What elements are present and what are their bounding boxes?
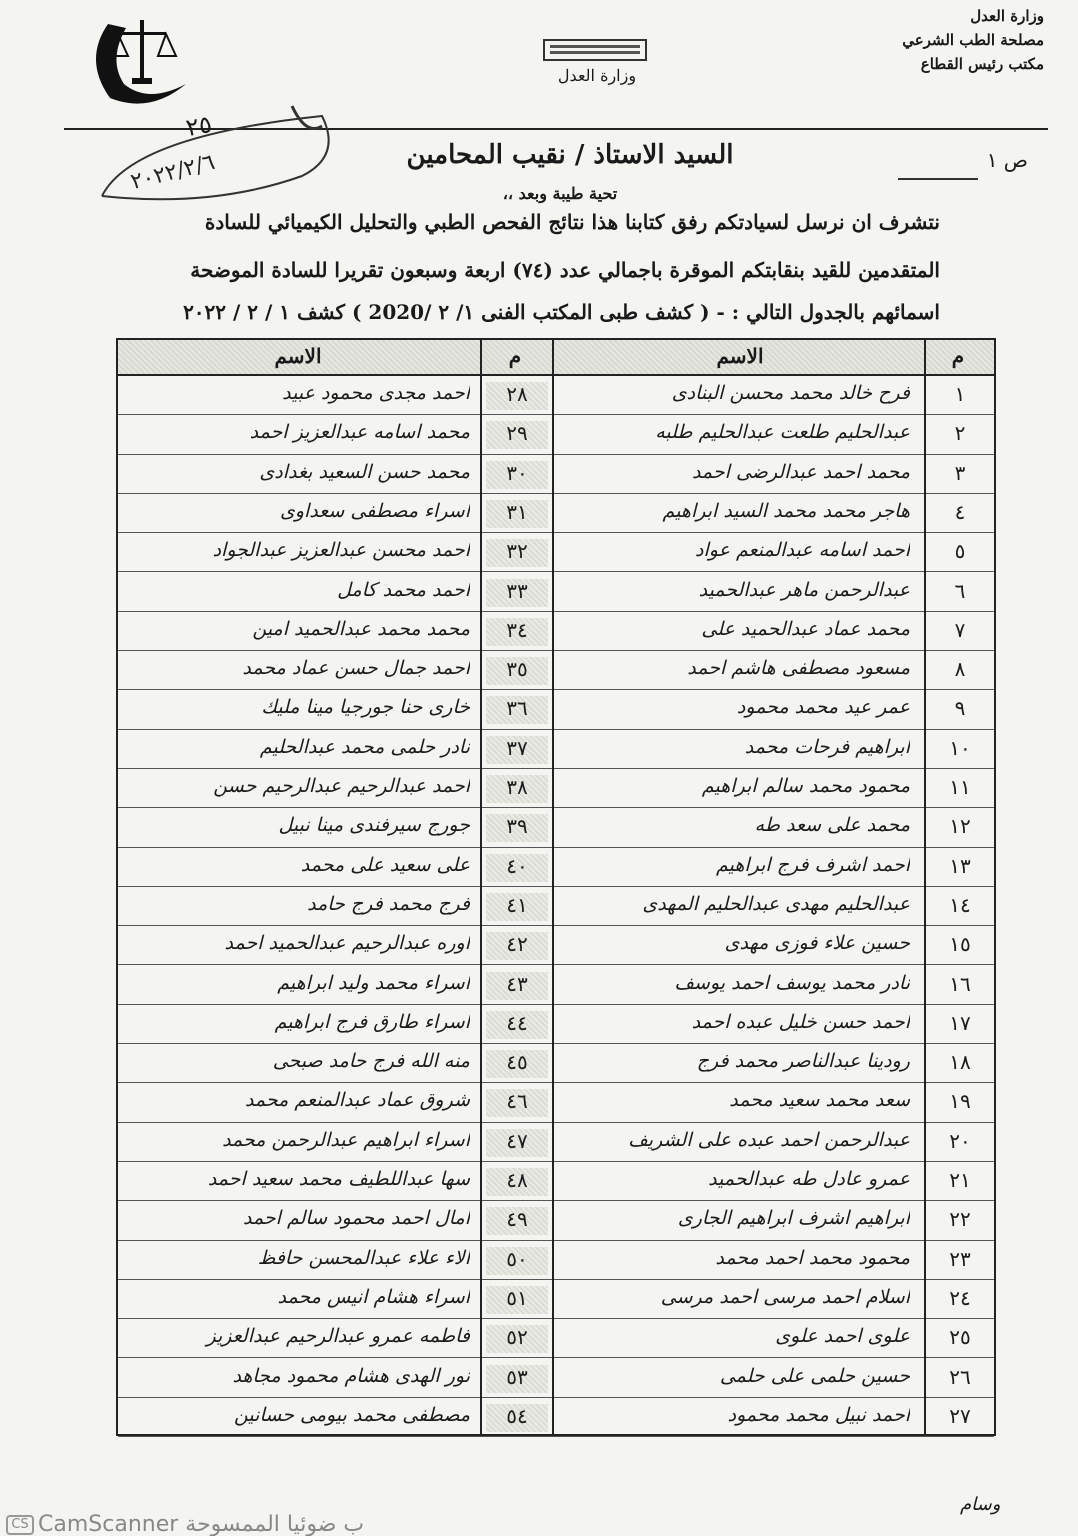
header-name-right: الاسم — [716, 344, 764, 368]
row-name-left: محمد حسن السعيد بغدادى — [259, 460, 470, 483]
row-number-left: ٣٣ — [486, 579, 548, 607]
table-row — [118, 455, 994, 494]
table-row — [118, 769, 994, 808]
row-number-right: ٥ — [954, 539, 966, 564]
letterhead-right — [804, 4, 1044, 76]
row-number-left: ٤٨ — [486, 1168, 548, 1196]
body-line-2: المتقدمين للقيد بنقابتكم الموقرة باجمالي عدد (٧٤) اربعة وسبعون تقريرا للسادة الموضحة — [190, 258, 940, 282]
row-name-left: اسراء هشام انيس محمد — [277, 1285, 470, 1308]
row-number-left: ٤٤ — [486, 1011, 548, 1039]
row-number-right: ٩ — [954, 696, 966, 721]
table-row — [118, 966, 994, 1005]
row-name-left: محمد محمد عبدالحميد امين — [252, 617, 470, 640]
row-number-right: ٣ — [954, 460, 966, 485]
body-line-1: نتشرف ان نرسل لسيادتكم رفق كتابنا هذا نتائج الفحص الطبي والتحليل الكيميائي للسادة — [204, 210, 940, 234]
handwritten-date: ٢٠٢٢/٢/٦ — [128, 150, 218, 195]
table-row — [118, 1359, 994, 1398]
row-number-right: ١ — [954, 382, 966, 406]
row-number-right: ٢٦ — [949, 1364, 971, 1389]
table-row — [118, 1280, 994, 1319]
row-number-right: ٢٠ — [949, 1128, 971, 1153]
row-name-right: احمد نبيل محمد محمود — [727, 1403, 910, 1426]
row-name-right: حسين حلمى على حلمى — [719, 1364, 910, 1387]
row-name-right: ابراهيم اشرف ابراهيم الجارى — [677, 1207, 910, 1230]
row-name-right: عبدالرحمن احمد عبده على الشريف — [628, 1128, 910, 1151]
row-name-left: احمد محسن عبدالعزيز عبدالجواد — [212, 539, 470, 562]
row-name-left: الاء علاء عبدالمحسن حافظ — [257, 1246, 470, 1269]
column-divider-3 — [480, 340, 482, 1434]
body-line-3: اسمائهم بالجدول التالي : - ( كشف طبى المكتب الفنى ١/ ٢ /2020 ) كشف ١ / ٢ / ٢٠٢٢ — [183, 300, 940, 324]
row-name-right: رودينا عبدالناصر محمد فرج — [696, 1050, 910, 1073]
row-number-left: ٣٨ — [486, 775, 548, 803]
row-number-right: ١٣ — [949, 853, 971, 878]
row-name-right: علوى احمد علوى — [775, 1325, 910, 1348]
row-number-right: ٢٧ — [949, 1403, 971, 1428]
row-name-right: عمر عيد محمد محمود — [736, 696, 910, 719]
row-number-right: ١٧ — [949, 1010, 971, 1035]
letterhead-line-2: مصلحة الطب الشرعي — [902, 31, 1044, 49]
row-number-right: ١٤ — [949, 892, 971, 917]
row-name-left: اسراء طارق فرج ابراهيم — [274, 1010, 470, 1033]
page-number: ص ١ — [986, 148, 1028, 172]
table-row — [118, 533, 994, 572]
row-number-left: ٣٩ — [486, 814, 548, 842]
table-row — [118, 1201, 994, 1240]
row-name-right: حسين علاء فوزى مهدى — [724, 932, 910, 955]
row-name-left: محمد اسامه عبدالعزيز احمد — [249, 421, 470, 444]
table-row — [118, 494, 994, 533]
table-row — [118, 1398, 994, 1437]
row-name-right: محمود محمد احمد محمد — [715, 1246, 910, 1269]
row-name-right: احمد حسن خليل عبده احمد — [691, 1010, 910, 1033]
row-number-right: ٢٣ — [949, 1246, 971, 1271]
table-row — [118, 1005, 994, 1044]
row-number-left: ٤٥ — [486, 1050, 548, 1078]
row-number-right: ٨ — [954, 657, 966, 682]
row-number-right: ٢٤ — [949, 1285, 971, 1310]
row-number-left: ٥٣ — [486, 1365, 548, 1393]
row-name-left: امال احمد محمود سالم احمد — [242, 1207, 470, 1230]
row-number-left: ٣٦ — [486, 696, 548, 724]
row-name-left: خارى حنا جورجيا مينا مليك — [261, 696, 470, 719]
row-number-left: ٤٦ — [486, 1089, 548, 1117]
row-number-right: ١٢ — [949, 814, 971, 839]
row-number-left: ٣٥ — [486, 657, 548, 685]
table-row — [118, 1083, 994, 1122]
row-name-left: فاطمه عمرو عبدالرحيم عبدالعزيز — [206, 1325, 470, 1348]
row-name-left: اسراء ابراهيم عبدالرحمن محمد — [222, 1128, 470, 1151]
row-name-left: على سعيد على محمد — [300, 853, 470, 876]
ministry-emblem-icon — [540, 36, 650, 64]
handwritten-stamp-oval-icon — [92, 96, 342, 216]
addressee-heading: السيد الاستاذ / نقيب المحامين — [406, 140, 734, 170]
row-name-left: فرج محمد فرج حامد — [307, 892, 470, 915]
row-number-left: ٤٧ — [486, 1129, 548, 1157]
row-number-right: ١٥ — [949, 932, 971, 957]
row-name-right: عبدالحليم مهدى عبدالحليم المهدى — [642, 892, 910, 915]
row-number-left: ٤٠ — [486, 854, 548, 882]
row-number-left: ٤٣ — [486, 972, 548, 1000]
row-name-right: عبدالحليم طلعت عبدالحليم طلبه — [655, 421, 910, 444]
row-name-left: نادر حلمى محمد عبدالحليم — [259, 735, 470, 758]
row-name-left: احمد مجدى محمود عبيد — [282, 382, 470, 404]
letterhead-line-3: مكتب رئيس القطاع — [920, 55, 1044, 73]
camscanner-logo-icon: CS — [6, 1515, 34, 1535]
row-number-right: ٢٥ — [949, 1325, 971, 1350]
table-row — [118, 573, 994, 612]
row-name-left: جورج سيرفندى مينا نبيل — [278, 814, 470, 837]
table-header-row — [118, 340, 994, 376]
table-row — [118, 1319, 994, 1358]
row-name-right: احمد اسامه عبدالمنعم عواد — [695, 539, 910, 562]
row-number-right: ٧ — [954, 617, 966, 642]
table-row — [118, 926, 994, 965]
row-number-left: ٥٢ — [486, 1325, 548, 1353]
row-number-right: ١٩ — [949, 1089, 971, 1114]
row-number-right: ١١ — [949, 775, 971, 799]
row-number-right: ٢١ — [949, 1168, 971, 1192]
row-number-right: ٢ — [954, 421, 966, 446]
row-name-right: عبدالرحمن ماهر عبدالحميد — [698, 578, 910, 601]
table-row — [118, 1123, 994, 1162]
row-name-right: سعد محمد سعيد محمد — [729, 1089, 910, 1112]
header-num-right: م — [951, 344, 965, 368]
column-divider-2 — [552, 340, 554, 1434]
table-row — [118, 612, 994, 651]
row-name-right: فرح خالد محمد محسن البنادى — [671, 382, 910, 404]
table-row — [118, 1241, 994, 1280]
row-number-left: ٥٤ — [486, 1404, 548, 1432]
header-name-left: الاسم — [274, 344, 322, 368]
row-name-left: مصطفى محمد بيومى حسانين — [233, 1403, 470, 1426]
column-divider-1 — [924, 340, 926, 1434]
row-name-left: شروق عماد عبدالمنعم محمد — [244, 1089, 470, 1112]
row-number-left: ٣٧ — [486, 736, 548, 764]
row-name-right: احمد اشرف فرج ابراهيم — [715, 853, 910, 876]
header-num-left: م — [508, 344, 522, 368]
row-name-left: احمد عبدالرحيم عبدالرحيم حسن — [213, 775, 470, 797]
table-row — [118, 730, 994, 769]
row-name-right: محمد على سعد طه — [754, 814, 910, 837]
row-name-left: اسراء مصطفى سعداوى — [279, 499, 470, 522]
handwritten-number: ٢٥ — [183, 109, 215, 143]
justice-scales-logo-icon — [78, 14, 198, 106]
row-number-left: ٣١ — [486, 500, 548, 528]
row-name-right: عمرو عادل طه عبدالحميد — [708, 1168, 910, 1190]
table-row — [118, 1162, 994, 1201]
table-row — [118, 887, 994, 926]
names-table — [116, 338, 996, 1436]
row-number-left: ٥١ — [486, 1286, 548, 1314]
letterhead-line-1: وزارة العدل — [970, 7, 1044, 25]
greeting-line: تحية طيبة وبعد ،، — [502, 184, 618, 203]
camscanner-watermark — [0, 1512, 500, 1536]
table-row — [118, 415, 994, 454]
row-name-left: سها عبداللطيف محمد سعيد احمد — [207, 1168, 470, 1190]
row-name-right: هاجر محمد محمد السيد ابراهيم — [662, 499, 910, 522]
row-name-left: احمد جمال حسن عماد محمد — [242, 657, 470, 680]
row-name-right: نادر محمد يوسف احمد يوسف — [674, 971, 910, 994]
row-number-left: ٢٨ — [486, 382, 548, 410]
row-name-left: اوره عبدالرحيم عبدالحميد احمد — [224, 932, 470, 955]
row-name-right: محمود محمد سالم ابراهيم — [701, 775, 910, 797]
row-name-right: محمد احمد عبدالرضى احمد — [691, 460, 910, 483]
row-number-right: ١٠ — [949, 735, 971, 760]
row-number-left: ٣٢ — [486, 539, 548, 567]
row-number-left: ٣٠ — [486, 461, 548, 489]
camscanner-text: CamScanner ب ضوئيا الممسوحة — [38, 1512, 365, 1536]
row-name-left: احمد محمد كامل — [337, 578, 470, 601]
row-number-left: ٤٢ — [486, 932, 548, 960]
row-name-left: منه الله فرج حامد صبحى — [272, 1050, 470, 1073]
row-name-left: اسراء محمد وليد ابراهيم — [277, 971, 470, 994]
row-number-left: ٤١ — [486, 893, 548, 921]
row-name-right: محمد عماد عبدالحميد على — [701, 617, 910, 640]
table-row — [118, 848, 994, 887]
row-name-left: نور الهدى هشام محمود مجاهد — [232, 1364, 470, 1387]
table-row — [118, 808, 994, 847]
page-number-underline — [898, 178, 978, 180]
row-number-left: ٣٤ — [486, 618, 548, 646]
row-number-left: ٥٠ — [486, 1247, 548, 1275]
row-number-left: ٤٩ — [486, 1207, 548, 1235]
table-row — [118, 1044, 994, 1083]
row-number-right: ١٨ — [949, 1050, 971, 1075]
ministry-name-center: وزارة العدل — [557, 66, 637, 85]
row-name-right: ابراهيم فرحات محمد — [744, 735, 910, 758]
row-name-right: مسعود مصطفى هاشم احمد — [687, 657, 910, 680]
row-name-right: اسلام احمد مرسى احمد مرسى — [660, 1285, 910, 1308]
row-number-right: ٦ — [954, 578, 966, 603]
table-row — [118, 376, 994, 415]
row-number-right: ٢٢ — [949, 1207, 971, 1232]
row-number-left: ٢٩ — [486, 421, 548, 449]
row-number-right: ٤ — [954, 499, 966, 524]
table-row — [118, 651, 994, 690]
table-row — [118, 690, 994, 729]
handwritten-signature: وسام — [960, 1494, 1001, 1515]
row-number-right: ١٦ — [949, 971, 971, 996]
